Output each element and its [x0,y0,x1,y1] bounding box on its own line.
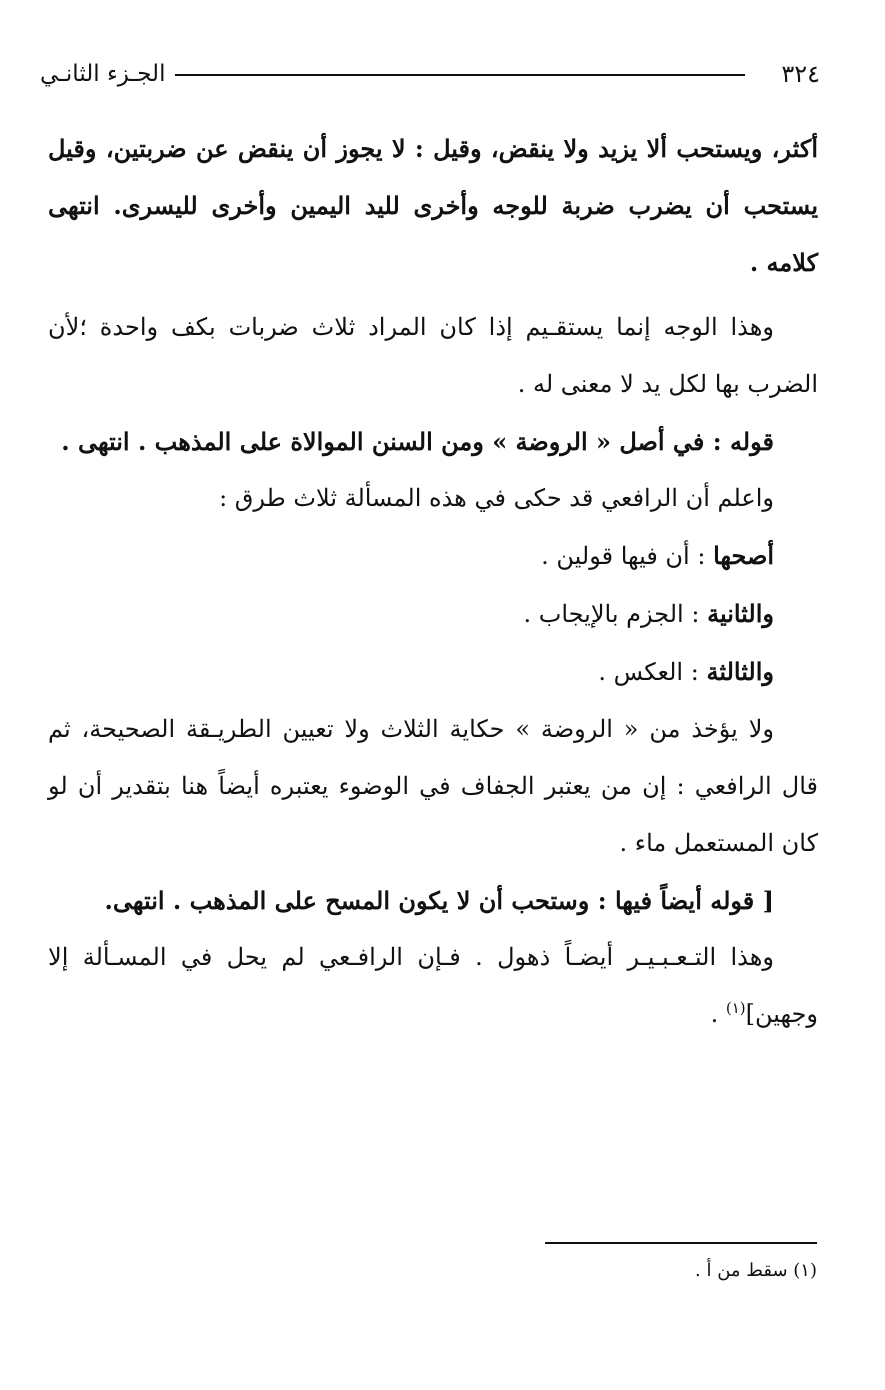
paragraph-quote: [ قوله أيضاً فيها : وستحب أن لا يكون المسح على المذهب . انتهى. [104,886,774,915]
footnote-divider [545,1242,817,1244]
body-text [48,120,818,1043]
running-title: الجـزء الثانـي [40,61,166,87]
list-item-method-2 [48,585,818,643]
page-header [40,56,820,92]
method-text: : الجزم بالإيجاب . [523,600,700,628]
method-term: والثالثة [706,657,774,686]
method-text: : العكس . [598,658,699,686]
paragraph-continuation: أكثر، ويستحب ألا يزيد ولا ينقض، وقيل : لا يجوز أن ينقض عن ضربتين، وقيل يستحب أن يضرب ضربة للوجه وأخرى لليد اليمين وأخرى لليسرى. انتهى كلامه . [48,134,818,277]
footnote-reference[interactable]: (١) [725,999,746,1017]
method-term: أصحها [713,541,774,570]
paragraph-tail: . [710,1000,726,1028]
paragraph-commentary: وهذا الوجه إنما يستقـيم إذا كان المراد ثلاث ضربات بكف واحدة ؛لأن الضرب بها لكل يد لا معنى له . [48,313,818,398]
paragraph-commentary-final [48,929,818,1043]
method-text: : أن فيها قولين . [541,542,706,570]
paragraph-intro-methods: واعلم أن الرافعي قد حكى في هذه المسألة ثلاث طرق : [219,484,774,512]
list-item-method-3 [48,643,818,701]
list-item-method-1 [48,527,818,585]
paragraph-quote: قوله : في أصل « الروضة » ومن السنن الموالاة على المذهب . انتهى . [61,427,774,456]
header-rule [175,74,745,76]
footnote: (١) سقط من أ . [695,1260,817,1281]
paragraph-text: وهذا التـعـبـيـر أيضـاً ذهول . فـإن الرافـعي لم يحل في المسـألة إلا وجهين] [48,943,818,1028]
paragraph-commentary: ولا يؤخذ من « الروضة » حكاية الثلاث ولا تعيين الطريـقة الصحيحة، ثم قال الرافعي : إن من يعتبر الجفاف في الوضوء يعتبره أيضاً هنا بتقدير أن لو كان المستعمل ماء . [48,715,818,857]
method-term: والثانية [707,599,774,628]
page-number: ٣٢٤ [781,60,820,88]
